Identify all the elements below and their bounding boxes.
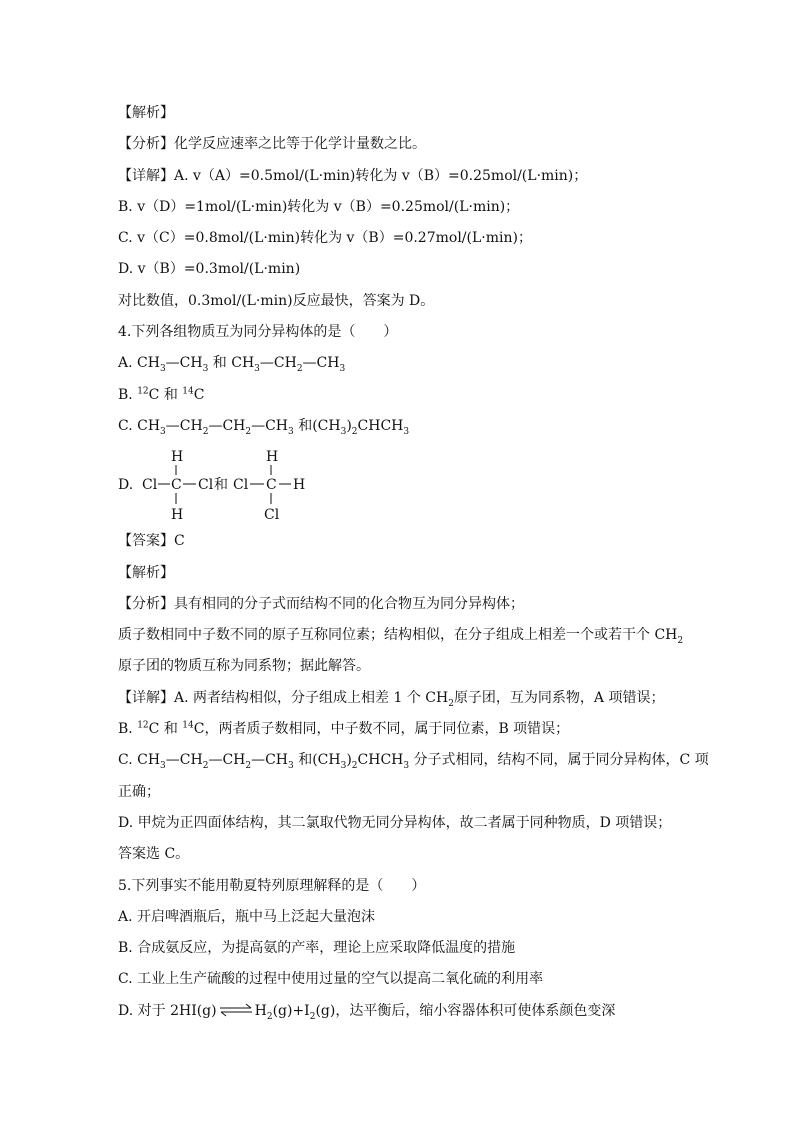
fenxi-line-2 (118, 589, 688, 620)
xiangjie-line-c: C. v（C）=0.8mol/(L·min)转化为 v（B）=0.27mol/(L·min)； (118, 230, 532, 247)
mol2-right-atom: H (293, 477, 306, 494)
mol1-center-atom: C (171, 477, 182, 494)
xiangjie-a: A. v（A）=0.5mol/(L·min)转化为 v（B）=0.25mol/(L·min)； (174, 167, 588, 184)
answer-line (118, 526, 688, 557)
mol2-top-atom: H (266, 449, 279, 466)
option-d-label: D. (118, 477, 134, 494)
xiangjie-line-2a: 【详解】A. 两者结构相似，分子组成上相差 1 个 $CH_2$原子团，互为同系物，A 项错误； (118, 689, 665, 709)
xiangjie-line-d: D. v（B）=0.3mol/(L·min) (118, 261, 301, 278)
mol1-top-atom: H (171, 449, 184, 466)
xiangjie-line-2b: B. $^{12}$C 和 $^{14}$C，两者质子数相同，中子数不同，属于同位素，B 项错误； (118, 720, 570, 738)
fenxi-label: 【分析】 (118, 136, 174, 153)
fenxi-label-2: 【分析】 (118, 595, 174, 612)
fenxi-line (118, 129, 688, 160)
answer-value: C (174, 533, 185, 550)
mol2-bottom-atom: Cl (264, 507, 280, 524)
q5-option-c: C. 工业上生产硫酸的过程中使用过量的空气以提高二氧化硫的利用率 (118, 971, 544, 988)
q5-option-a: A. 开启啤酒瓶后，瓶中马上泛起大量泡沫 (118, 908, 376, 925)
fenxi-text-2: 具有相同的分子式而结构不同的化合物互为同分异构体； (174, 595, 524, 612)
q4-option-c: C. $CH_3—CH_2—CH_2—CH_3$ 和$(CH_3)_2CHCH_3$ (118, 417, 410, 437)
xiangjie-line-a (118, 161, 688, 192)
xiangjie-line-2d: D. 甲烷为正四面体结构，其二氯取代物无同分异构体，故二者属于同种物质，D 项错误； (118, 814, 672, 831)
q4-option-a: A. $CH_3—CH_3$ 和 $CH_3—CH_2—CH_3$ (118, 355, 346, 375)
xiangjie-line-2c-cont: 正确； (118, 783, 160, 800)
q5-option-d: D. 对于 2HI(g) $H_2(g)+I_2(g)$，达平衡后，缩小容器体积可使体系颜色变深 (118, 1002, 616, 1022)
xiangjie-line-2c: C. $CH_3—CH_2—CH_2—CH_3$ 和$(CH_3)_2CHCH_3$ 分子式相同，结构不同，属于同分异构体，C 项 (118, 752, 709, 772)
fenxi-text: 化学反应速率之比等于化学计量数之比。 (174, 136, 426, 153)
mol2-left-atom: Cl (233, 477, 249, 494)
q4-option-d-structures (118, 442, 688, 526)
conclusion-line: 对比数值，0.3mol/(L·min)反应最快，答案为 D。 (118, 292, 435, 309)
mol1-right-atom: Cl (198, 477, 214, 494)
final-answer-line: 答案选 C。 (118, 846, 190, 863)
mol1-bottom-atom: H (171, 507, 184, 524)
analysis-heading-2: 【解析】 (118, 564, 174, 581)
q4-option-b: B. $^{12}$C 和 $^{14}$C (118, 386, 205, 403)
q5-option-b: B. 合成氨反应，为提高氨的产率，理论上应采取降低温度的措施 (118, 940, 516, 957)
mol1-left-atom: Cl (142, 477, 158, 494)
equilibrium-arrow-icon (219, 1003, 253, 1017)
answer-label: 【答案】 (118, 533, 174, 550)
fenxi-line-4: 原子团的物质互称为同系物；据此解答。 (118, 658, 370, 675)
xiangjie-line-b: B. v（D）=1mol/(L·min)转化为 v（B）=0.25mol/(L·min)； (118, 198, 520, 215)
and-text: 和 (214, 477, 228, 494)
fenxi-line-3: 质子数相同中子数不同的原子互称同位素；结构相似，在分子组成上相差一个或若干个 $CH_2$ (118, 627, 684, 646)
mol2-center-atom: C (266, 477, 277, 494)
analysis-heading: 【解析】 (118, 105, 174, 121)
question-5-stem: 5.下列事实不能用勒夏特列原理解释的是（ ） (118, 877, 426, 894)
document-page (118, 98, 709, 1027)
question-4-stem: 4.下列各组物质互为同分异构体的是（ ） (118, 324, 398, 341)
xiangjie-label: 【详解】 (118, 167, 174, 184)
xiangjie-label-2: 【详解】 (118, 689, 174, 706)
structural-formulas (118, 442, 378, 526)
